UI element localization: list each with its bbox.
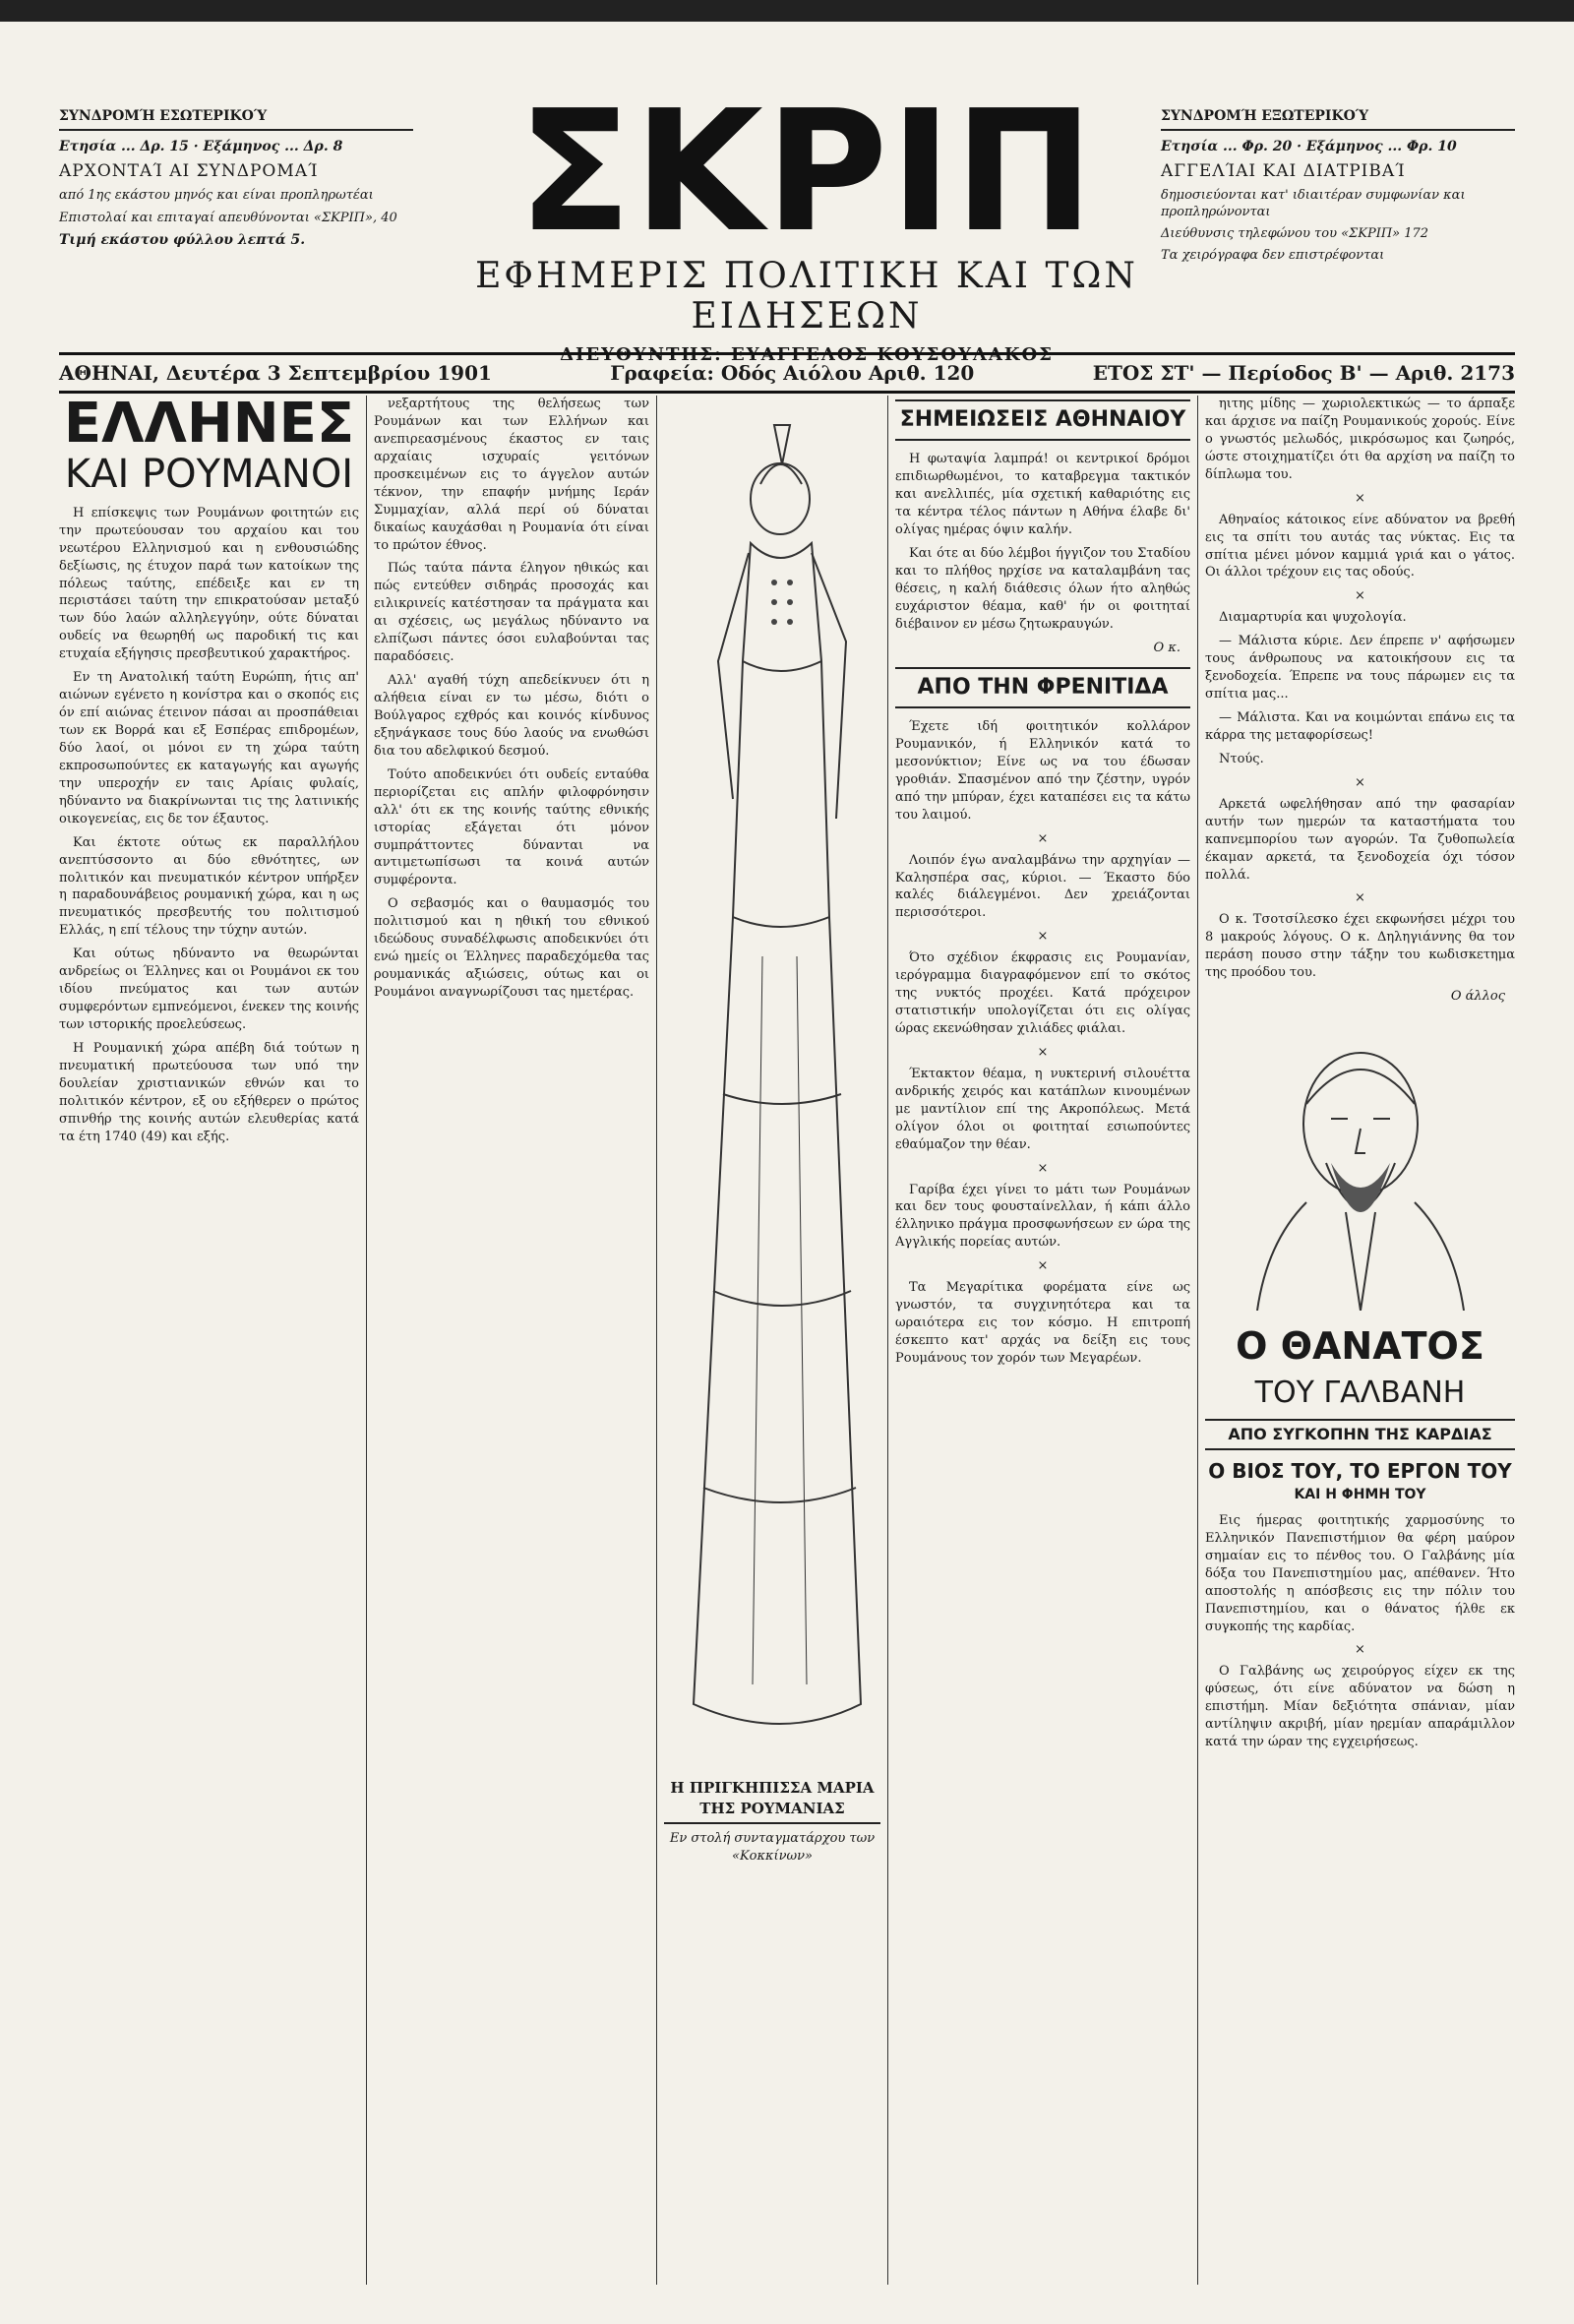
separator-icon: × (1355, 1642, 1365, 1658)
subscription-prices-foreign: Ετησία ... Φρ. 20 · Εξάμηνος ... Φρ. 10 (1161, 138, 1457, 154)
separator-icon: × (1037, 1160, 1049, 1176)
article-paragraph: Γαρίβα έχει γίνει το μάτι των Ρουμάνων και δεν τους φουσταίνελλαν, ή κάπι άλλο έλληνικο πράγμα προσφωνήσεων εν ώρα της Αγγλικής πορείας αυτών. (895, 1182, 1190, 1251)
issue-number: ΕΤΟΣ ΣΤ' — Περίοδος Β' — Αριθ. 2173 (1092, 361, 1515, 385)
subscription-label-foreign: ΣΥΝΔΡΟΜΉ ΕΞΩΤΕΡΙΚΟΎ (1161, 108, 1515, 131)
obituary-headline (1205, 1320, 1515, 1504)
article-paragraph: Αλλ' αγαθή τύχη απεδείκνυεν ότι η αλήθεια είναι εν τω μέσω, διότι ο Βούλγαρος εχθρός και κοινός κίνδυνος εξηνάγκασε τους δύο λαούς να ενωθώσι δια του αδελφικού δεσμού. (374, 673, 649, 759)
article-paragraph: Εν τη Ανατολική ταύτη Ευρώπη, ήτις απ' αιώνων εγένετο η κονίστρα και ο σκοπός εις όν επί αιώνας έτεινον πάσαι αι προσπάθειαι των εκ Βορρά και εξ Εσπέρας επιδρομέων, δύο λαοί, οι μόνοι εν τη χώρα ταύτη εκπροσωπούντες εκ καταγωγής και αγωγής την υπεροχήν εν ταις Αρίαις φυλαίς, ηδύναντο να διακρίνωνται τις της λατινικής οικογενείας, εις δε τον έξαυτος. (59, 670, 359, 826)
dialogue-line: Ντούς. (1219, 751, 1264, 766)
article-paragraph: Τούτο αποδεικνύει ότι ουδείς ενταύθα περιορίζεται εις απλήν φιλοφρόνησιν αλλ' ότι εκ της κοινής ταύτης εθνικής ιστορίας εξάγεται ότι μόνον συμπράττοντες δύνανται να αντιμετωπίσωσι τα κοινά αυτών συμφέροντα. (374, 766, 649, 888)
masthead-area (59, 75, 1515, 365)
article-paragraph: Πώς ταύτα πάντα έληγον ηθικώς και πώς εντεύθεν σιδηράς προσοχάς και ειλικρινείς κατέστησαν τα πράγματα και αι σχέσεις, ως μεγάλως ηδύναντο να ελπίζωσι πάντες όσοι ευλαβούνται τας παραδόσεις. (374, 561, 649, 665)
article-paragraph: Και ούτως ηδύναντο να θεωρώνται ανδρείως οι Έλληνες και οι Ρουμάνοι εκ του ιδίου πνεύματος και των αυτών συμφερόντων εμπνεόμενοι, ένεκεν της κοινής των ιστορικής προελεύσεως. (59, 947, 359, 1033)
article-paragraph: Αρκετά ωφελήθησαν από την φασαρίαν αυτήν των ημερών τα καταστήματα του καπνεμπορίου των αγορών. Τα ζυθοπωλεία έκαμαν αρκετά, τα ξενοδοχεία όχι τόσον πολλά. (1205, 796, 1515, 883)
headline-line-1: ΕΛΛΗΝΕΣ (63, 396, 355, 456)
article-paragraph: Λοιπόν έγω αναλαμβάνω την αρχηγίαν — Καλησπέρα σας, κύριοι. — Έκαστο δύο καλές διάλεγμένοι. Δεν χρειάζονται περισσότεροι. (895, 852, 1190, 921)
article-paragraph: Και έκτοτε ούτως εκ παραλλήλου ανεπτύσσοντο αι δύο εθνότητες, ων πολιτικόν και πνευματικόν κέντρον υπήρξεν η παραδουνάβειος ρουμανική χώρα, και η ως πνευματικός πρεσβευτής του πολιτισμού Ελλάς, η επί τέλους την τύχην αυτών. (59, 834, 359, 939)
separator-icon: × (1037, 929, 1049, 945)
column-continuation (374, 396, 649, 2285)
ads-title: ΑΓΓΕΛΊΑΙ ΚΑΙ ΔΙΑΤΡΙΒΑΊ (1161, 161, 1406, 181)
article-paragraph: Η φωταψία λαμπρά! οι κεντρικοί δρόμοι επιδιωρθωμένοι, το καταβρεγμα τακτικόν και ανελλιπές, μία σχετική καθαριότης εις τα κέντρα τέλος πάντων η Αθήνα έλαβε δι' ολίγας ημέρας όψιν καλήν. (895, 452, 1190, 538)
article-paragraph: Ο σεβασμός και ο θαυμασμός του πολιτισμού και η ηθική του εθνικού ιδεώδους συναδέλφωσις αποδεικνύει ότι ενώ ημείς οι Έλληνες παραδεχόμεθα τας ρουμανικάς αξιώσεις, ούτως και οι Ρουμάνοι αναγνωρίζουσι τας ημετέρας. (374, 896, 649, 1000)
obituary-title-4: Ο ΒΙΟΣ ΤΟΥ, ΤΟ ΕΡΓΟΝ ΤΟΥ (1208, 1458, 1512, 1483)
office-address: Γραφεία: Οδός Αιόλου Αριθ. 120 (610, 361, 975, 385)
subscription-box-foreign (1161, 108, 1515, 270)
caption-title: Η ΠΡΙΓΚΗΠΙΣΣΑ ΜΑΡΙΑ ΤΗΣ ΡΟΥΜΑΝΙΑΣ (664, 1778, 880, 1824)
column-rule (1197, 396, 1198, 2285)
article-paragraph: Και ότε αι δύο λέμβοι ήγγιζον του Σταδίου και το πλήθος ηρχίσε να καταλαμβάνη τας θέσεις, η καλή διάθεσις όλων ήτο αληθώς ευχάριστον θέαμα, καθ' ήν οι φοιτηταί διέβαινον εν μέσω ζητωκραυγών. (895, 546, 1190, 632)
caption-subtitle: Εν στολή συνταγματάρχου των «Κοκκίνων» (669, 1831, 876, 1865)
column-rule (887, 396, 888, 2285)
newspaper-subtitle: ΕΦΗΜΕΡΙΣ ΠΟΛΙΤΙΚΗ ΚΑΙ ΤΩΝ ΕΙΔΗΣΕΩΝ (475, 256, 1138, 336)
obituary-title-3: ΑΠΟ ΣΥΓΚΟΠΗΝ ΤΗΣ ΚΑΡΔΙΑΣ (1205, 1419, 1515, 1450)
dialogue-line: — Μάλιστα κύριε. Δεν έπρεπε ν' αφήσωμεν τους άνθρωπους να κατοικήσουν εις τα ξενοδοχεία. Έπρεπε να τους πάρωμεν εις τα σπίτια μας... (1205, 634, 1515, 703)
separator-icon: × (1355, 490, 1365, 506)
notice-text: από 1ης εκάστου μηνός και είναι προπληρωτέαι (59, 188, 374, 204)
article-paragraph: Έχετε ιδή φοιτητικόν κολλάρον Ρουμανικόν, ή Ελληνικόν κατά το μεσονύκτιον; Είνε ως να του έδωσαν γροθιάν. Σπασμένον από την ζέστην, υγρόν από την μπύραν, έχει καταπέσει εις τα κάτω του λαιμού. (895, 719, 1190, 823)
column-illustration (664, 396, 880, 2285)
article-paragraph: ηιτης μίδης — χωριολεκτικώς — το άρπαξε και άρχισε να παίζη Ρουμανικούς χορούς. Είνε ο γνωστός μελωδός, μικρόσωμος και ζωηρός, ώστε στοιχηματίζει ότι θα αρχίση να παίζη το δίπλωμα του. (1205, 397, 1515, 482)
subscription-label: ΣΥΝΔΡΟΜΉ ΕΣΩΤΕΡΙΚΟΎ (59, 108, 413, 131)
scan-edge (0, 0, 1574, 22)
newspaper-director: ΔΙΕΥΘΥΝΤΗΣ: ΕΥΑΓΓΕΛΟΣ ΚΟΥΣΟΥΛΑΚΟΣ (560, 344, 1054, 365)
separator-icon: × (1037, 1044, 1049, 1060)
manuscripts-note: Τα χειρόγραφα δεν επιστρέφονται (1161, 248, 1385, 263)
galvanis-portrait (1238, 1015, 1483, 1311)
article-paragraph: Τα Μεγαρίτικα φορέματα είνε ως γνωστόν, τα συγχινητότερα και τα ωραιότερα εις τον κόσμο. Η επιτροπή έσκεπτο κατ' αρχάς να δείξη εις τους Ρουμάνους τον χορόν των Μεγαρέων. (895, 1280, 1190, 1366)
issue-date: ΑΘΗΝΑΙ, Δευτέρα 3 Σεπτεμβρίου 1901 (59, 361, 492, 385)
article-paragraph: Η Ρουμανική χώρα απέβη διά τούτων η πνευματική πρωτεύουσα των υπό την δουλείαν χριστιανικών εθνών και το πολιτικόν κέντρον, εξ ου εξήθερεν ο πρώτος σπινθήρ της κοινής αυτών ελευθερίας κατά τα έτη 1740 (49) και εξής. (59, 1040, 359, 1144)
article-paragraph: Ότο σχέδιον έκφρασις εις Ρουμανίαν, ιερόγραμμα διαγραφόμενον επί το σκότος της νυκτός προχέει. Κατά πρόχειρον στατιστικήν υπολογίζεται ότι εις ολίγας ώρας εκενώθησαν χιλιάδες φιάλαι. (895, 950, 1190, 1037)
separator-icon: × (1355, 890, 1365, 906)
separator-icon: × (1355, 774, 1365, 790)
column-athenian-notes (895, 396, 1190, 2285)
obituary-title-2: ΤΟΥ ΓΑΛΒΑΝΗ (1254, 1375, 1466, 1410)
separator-icon: × (1037, 1258, 1049, 1274)
princess-illustration (664, 405, 880, 1763)
headline-line-2: ΚΑΙ ΡΟΥΜΑΝΟΙ (64, 451, 354, 497)
dateline (59, 352, 1515, 394)
article-paragraph: Ο Γαλβάνης ως χειρούργος είχεν εκ της φύσεως, ότι είνε αδύνατον να δώση η επιστήμη. Μίαν δεξιότητα σπάνιαν, μίαν αντίληψιν ακριβή, μίαν ηρεμίαν απαράμιλλον κατά την ώραν της εγχειρήσεως. (1205, 1664, 1515, 1750)
article-columns (59, 396, 1515, 2285)
article-paragraph: νεξαρτήτους της θελήσεως των Ρουμάνων και των Ελλήνων και ανεπιρεασμένους έκαστος εν ταις αρχαίαις ισχυραίς γειτόνων προσκειμένων εις το άγγελον αυτών τέκνον, την επαφήν μνήμης Ιεράν Συμμαχίαν, αλλά περί ού δύναται δικαίως καυχάσθαι η Ρουμανία ότι είναι το πρώτον έθνος. (374, 397, 649, 553)
dialogue-line: — Μάλιστα. Και να κοιμώνται επάνω εις τα κάρρα της μεταφορίσεως! (1205, 710, 1515, 743)
separator-icon: × (1355, 588, 1365, 604)
dialogue-line: Διαμαρτυρία και ψυχολογία. (1219, 610, 1407, 626)
headline-greeks-romanians (59, 396, 359, 495)
subscription-box-domestic (59, 108, 413, 255)
ads-text: δημοσιεύονται κατ' ιδιαιτέραν συμφωνίαν και προπληρώνονται (1161, 188, 1466, 219)
separator-icon: × (1037, 830, 1049, 846)
subscription-prices: Ετησία ... Δρ. 15 · Εξάμηνος ... Δρ. 8 (59, 138, 343, 154)
masthead (453, 75, 1161, 365)
column-rule (656, 396, 657, 2285)
notice-title: ΑΡΧΟΝΤΑΊ ΑΙ ΣΥΝΔΡΟΜΑΊ (59, 161, 319, 181)
obituary-title-5: ΚΑΙ Η ΦΗΜΗ ΤΟΥ (1294, 1486, 1426, 1502)
signature: Ο κ. (1153, 640, 1180, 655)
section-title-frenzy: ΑΠΟ ΤΗΝ ΦΡΕΝΙΤΙΔΑ (895, 667, 1190, 708)
column-rule (366, 396, 367, 2285)
column-greeks-romanians (59, 396, 359, 2285)
illustration-caption (664, 1778, 880, 1865)
address-note: Επιστολαί και επιταγαί απευθύνονται «ΣΚΡΙΠ», 40 (59, 210, 397, 225)
phone-note: Διεύθυνσις τηλεφώνου του «ΣΚΡΙΠ» 172 (1161, 225, 1429, 241)
article-paragraph: Εις ήμερας φοιτητικής χαρμοσύνης το Ελληνικόν Πανεπιστήμιον θα φέρη μαύρον σημαίαν εις το πένθος του. Ο Γαλβάνης μία δόξα του Πανεπιστημίου μας, απέθανεν. Ήτο αποστολής η απόσβεσις εις την πόλιν του Πανεπιστημίου, και ο θάνατος ήλθε εκ συγκοπής της καρδίας. (1205, 1512, 1515, 1634)
article-paragraph: Η επίσκεψις των Ρουμάνων φοιτητών εις την πρωτεύουσαν του αρχαίου και του νεωτέρου Ελληνισμού και η ενθουσιώδης δεξίωσις, ης έτυχον παρά των κατοίκων της πόλεως ταύτης, επέδειξε και εν τη περιστάσει ταύτη την επικρατούσαν μεταξύ των δύο λαών αλληλεγγύην, ούτε δύναται ουδείς να θεωρηθή ως παροδική τις και ετυχαία εξήγησις πρεσβευτικού χαρακτήρος. (59, 505, 359, 662)
article-paragraph: Ο κ. Τσοτσίλεσκο έχει εκφωνήσει μέχρι του 8 μακρούς λόγους. Ο κ. Δηληγιάννης θα τον περάση πουσο στην τάξην του κωδισκετημα της προόδου του. (1205, 912, 1515, 981)
obituary-title-1: Ο ΘΑΝΑΤΟΣ (1236, 1324, 1484, 1369)
issue-price: Τιμή εκάστου φύλλου λεπτά 5. (59, 231, 306, 248)
signature: Ο άλλος (1450, 989, 1505, 1005)
article-paragraph: Αθηναίος κάτοικος είνε αδύνατον να βρεθή εις τα σπίτι του αυτάς τας νύκτας. Εις τα σπίτια μένει μόνον καμμιά γριά και ο γάτος. Οι άλλοι τρέχουν εις τας οδούς. (1205, 512, 1515, 581)
article-paragraph: Έκτακτον θέαμα, η νυκτερινή σιλουέττα ανδρικής χειρός και κατάπλων κινουμένων με μαντίλιον επί της Ακροπόλεως. Μετά ολίγον όλοι οι φοιτηταί εσιωπούντες εθαύμαζον την θέαν. (895, 1066, 1190, 1152)
section-title-athenian-notes: ΣΗΜΕΙΩΣΕΙΣ ΑΘΗΝΑΙΟΥ (895, 399, 1190, 441)
column-galvanis (1205, 396, 1515, 2285)
newspaper-name: ΣΚΡΙΠ (517, 75, 1096, 270)
